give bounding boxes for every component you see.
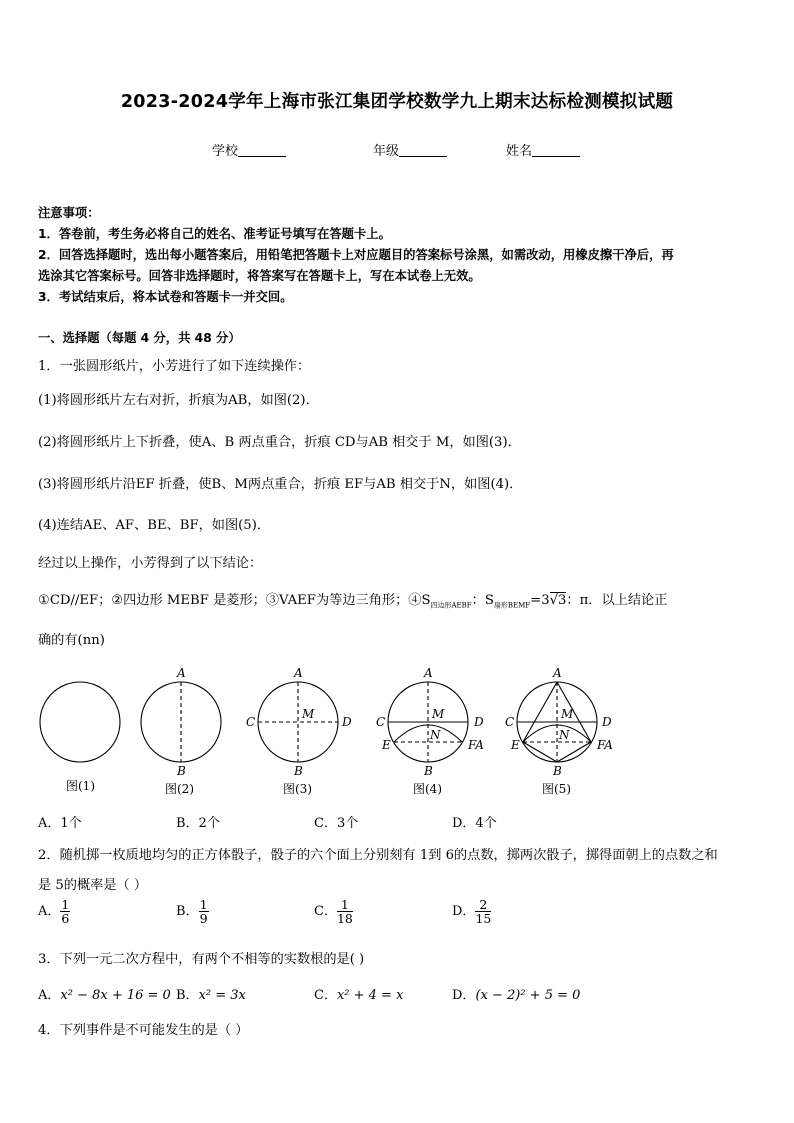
fig5-label-d: D [602,715,612,729]
q2-option-a-frac: $\frac{1}{6}$ [61,897,70,927]
q3-option-c-letter: C． [314,988,337,1003]
fig5-label-n: N [559,728,570,742]
q1-sub-quad: 四边形AEBF [430,601,472,610]
q3-option-c[interactable] [314,984,403,1003]
q1-option-a[interactable]: A．1个 [38,816,82,831]
q2-stem-line2: 是 5的概率是（ ） [38,878,148,893]
fig3-caption: 图(3) [283,782,312,796]
page-title: 2023-2024学年上海市张江集团学校数学九上期末达标检测模拟试题 [120,92,674,112]
q1-sub-sector: 扇形BEMF [493,601,531,610]
q2-option-d[interactable] [452,898,491,925]
notice-item-2-cont: 选涂其它答案标号。回答非选择题时，将答案写在答题卡上，写在本试卷上无效。 [38,269,481,283]
school-field[interactable] [212,140,286,159]
q3-option-b-expr: x² = 3x [198,988,246,1003]
grade-field[interactable] [373,140,447,159]
fig4-label-n: N [430,728,441,742]
q1-step-4: (4)连结AE、AF、BE、BF，如图(5)． [38,518,271,533]
q3-option-d-expr: (x − 2)² + 5 = 0 [475,988,581,1003]
q2-option-b[interactable] [176,898,209,925]
q2-option-c-frac: $\frac{1}{18}$ [336,897,353,927]
fig3-label-d: D [342,715,352,729]
notice-item-2: 2．回答选择题时，选出每小题答案后，用铅笔把答题卡上对应题目的答案标号涂黑，如需改动，用橡皮擦干净后，再 [38,248,674,262]
fig4-label-e: E [382,738,391,752]
section-heading: 一、选择题（每题 4 分，共 48 分） [38,331,241,345]
q1-conclusion-d: =3 [530,593,550,608]
fig4-label-a: A [424,666,433,680]
q1-conclusion-e: ：π．以上结论正 [566,593,668,608]
fig5-line-ae [523,682,557,742]
notice-item-3: 3．考试结束后，将本试卷和答题卡一并交回。 [38,290,293,304]
q2-option-a-letter: A． [38,904,61,920]
school-label: 学校 [212,144,239,159]
q1-conclusion-intro: 经过以上操作，小芳得到了以下结论： [38,556,263,571]
q2-option-d-letter: D． [452,904,476,920]
fig5-label-e: E [511,738,520,752]
fig2-circle [141,682,221,762]
fig3-label-m: M [302,707,315,721]
fig4-label-fa: FA [468,738,484,752]
fig5-label-fa: FA [597,738,613,752]
q3-option-c-expr: x² + 4 = x [336,988,404,1003]
fig5-caption: 图(5) [542,782,571,796]
q1-option-d[interactable]: D．4个 [452,816,497,831]
fig1-circle [40,682,120,762]
fig4-label-d: D [474,715,484,729]
q2-option-a[interactable] [38,898,70,925]
q1-conclusion-c: ：S [471,593,494,608]
q3-option-a-expr: x² − 8x + 16 = 0 [60,988,171,1003]
name-blank[interactable] [532,144,580,157]
q1-conclusion-b: VAEF为等边三角形；④S [279,593,431,608]
fig2-caption: 图(2) [165,782,194,796]
fig3-label-b: B [294,764,303,778]
q2-stem-line1: 2．随机掷一枚质地均匀的正方体骰子，骰子的六个面上分别刻有 1到 6的点数，掷两次骰子，掷得面朝上的点数之和 [38,848,718,863]
q2-option-c-letter: C． [314,904,337,920]
notice-item-1: 1．答卷前，考生务必将自己的姓名、准考证号填写在答题卡上。 [38,227,391,241]
name-field[interactable] [506,140,580,159]
fig5-label-a: A [553,666,562,680]
fig5-label-m: M [561,707,574,721]
fig5-line-bf [557,742,591,762]
q1-option-b[interactable]: B．2个 [176,816,220,831]
q3-option-d[interactable] [452,984,580,1003]
q3-option-b-letter: B． [176,988,199,1003]
q2-option-c[interactable] [314,898,353,925]
q3-option-d-letter: D． [452,988,476,1003]
fig2-label-a: A [177,666,186,680]
fig1-caption: 图(1) [66,779,95,793]
fig5-label-c: C [505,715,515,729]
q1-stem: 1．一张圆形纸片，小芳进行了如下连续操作： [38,359,311,374]
fig5-label-b: B [553,764,562,778]
q3-option-a-letter: A． [38,988,61,1003]
fig4-label-c: C [376,715,386,729]
q1-conclusion-end: 确的有(nn) [38,633,105,648]
fig4-label-b: B [424,764,433,778]
q3-option-b[interactable] [176,984,246,1003]
q2-option-d-frac: $\frac{2}{15}$ [475,897,492,927]
fig4-label-m: M [432,707,445,721]
q2-option-b-frac: $\frac{1}{9}$ [199,897,208,927]
q2-option-b-letter: B． [176,904,199,920]
q1-conclusion [38,589,667,611]
notice-heading: 注意事项： [38,206,100,220]
fig5-line-be [523,742,557,762]
grade-blank[interactable] [399,144,447,157]
fig2-label-b: B [177,764,186,778]
grade-label: 年级 [373,144,400,159]
q4-stem: 4．下列事件是不可能发生的是（ ） [38,1023,249,1038]
fig3-label-c: C [246,715,256,729]
q3-option-a[interactable] [38,984,171,1003]
name-label: 姓名 [506,144,533,159]
school-blank[interactable] [238,144,286,157]
q1-option-c[interactable]: C．3个 [314,816,359,831]
q3-stem: 3．下列一元二次方程中，有两个不相等的实数根的是( ) [38,952,365,967]
q1-conclusion-a: ①CD//EF；②四边形 MEBF 是菱形；③ [38,593,280,608]
q1-step-1: (1)将圆形纸片左右对折，折痕为AB，如图(2)． [38,393,319,408]
q1-step-3: (3)将圆形纸片沿EF 折叠，使B、M两点重合，折痕 EF与AB 相交于N，如图(4)． [38,477,523,492]
fig3-label-a: A [294,666,303,680]
q1-step-2: (2)将圆形纸片上下折叠，使A、B 两点重合，折痕 CD与AB 相交于 M，如图(3)． [38,435,521,450]
q1-sqrt: √3 [549,593,567,608]
q1-figures [30,662,630,802]
fig4-caption: 图(4) [413,782,442,796]
fig3-circle [258,682,338,762]
